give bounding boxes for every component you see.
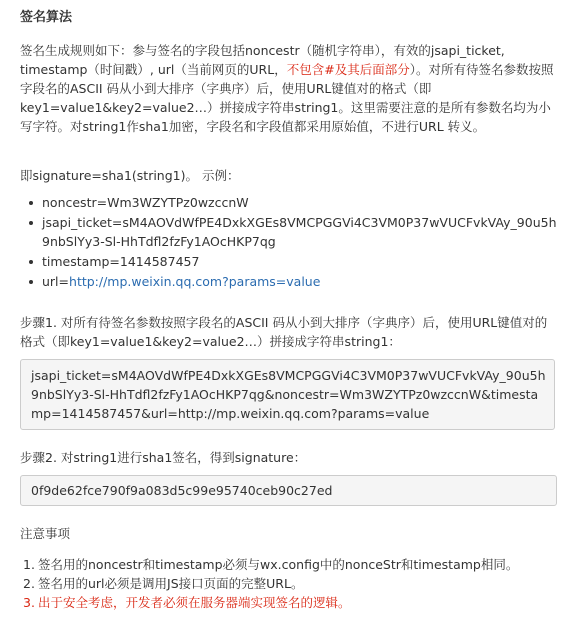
intro-warning-text: 不包含#及其后面部分 [286, 62, 410, 77]
list-item-timestamp: timestamp=1414587457 [42, 252, 557, 271]
step1-text: 步骤1. 对所有待签名参数按照字段名的ASCII 码从小到大排序（字典序）后，使用URL键值对的格式（即key1=value1&key2=value2…）拼接成字符串string1： [20, 315, 548, 349]
string1-code-block: jsapi_ticket=sM4AOVdWfPE4DxkXGEs8VMCPGGVi4C3VM0P37wVUCFvkVAy_90u5h9nbSlYy3-Sl-HhTdfl2fzFy1AOcHKP7qg&noncestr=Wm3WZYTPz0wzccnW&timestamp=1414587457&url=http://mp.weixin.qq.com?params=value [20, 359, 555, 430]
example-params-list [20, 193, 563, 291]
notes-heading: 注意事项 [20, 526, 71, 541]
note-text: 签名用的url必须是调用JS接口页面的完整URL。 [38, 576, 304, 591]
notes-list [20, 555, 563, 612]
list-item-noncestr: noncestr=Wm3WZYTPz0wzccnW [42, 193, 557, 212]
note-number: 2. [23, 576, 35, 591]
intro-paragraph [20, 41, 555, 136]
note-text: 出于安全考虑，开发者必须在服务器端实现签名的逻辑。 [38, 595, 351, 610]
intro-text-part2: ）。对所有待签名参数按照字段名的ASCII 码从小到大排序（字典序）后，使用URL键值对的格式（即key1=value1&key2=value2…）拼接成字符串string1。这里需要注意的是所有参数名均为小写字符。对string1作sha1加密，字段名和字段值都采用原始值，不进行URL 转义。 [20, 62, 554, 134]
signature-code-block: 0f9de62fce790f9a083d5c99e95740ceb90c27ed [20, 475, 557, 506]
note-item-3-warning [23, 593, 563, 612]
list-item-url [42, 272, 557, 291]
note-item-1 [23, 555, 563, 574]
note-item-2 [23, 574, 563, 593]
note-number: 3. [23, 595, 35, 610]
step2-text: 步骤2. 对string1进行sha1签名，得到signature： [20, 450, 307, 465]
section-title: 签名算法 [20, 10, 73, 25]
note-number: 1. [23, 557, 35, 572]
signature-formula: 即signature=sha1(string1)。 示例： [20, 168, 240, 183]
url-prefix: url= [42, 274, 70, 289]
example-url-link[interactable]: http://mp.weixin.qq.com?params=value [69, 274, 321, 289]
list-item-jsapi-ticket: jsapi_ticket=sM4AOVdWfPE4DxkXGEs8VMCPGGVi4C3VM0P37wVUCFvkVAy_90u5h9nbSlYy3-Sl-HhTdfl2fzFy1AOcHKP7qg [42, 215, 557, 249]
intro-text-part1: 签名生成规则如下：参与签名的字段包括noncestr（随机字符串），有效的jsapi_ticket, timestamp（时间戳）, url（当前网页的URL， [20, 43, 505, 77]
note-text: 签名用的noncestr和timestamp必须与wx.config中的nonceStr和timestamp相同。 [38, 557, 519, 572]
